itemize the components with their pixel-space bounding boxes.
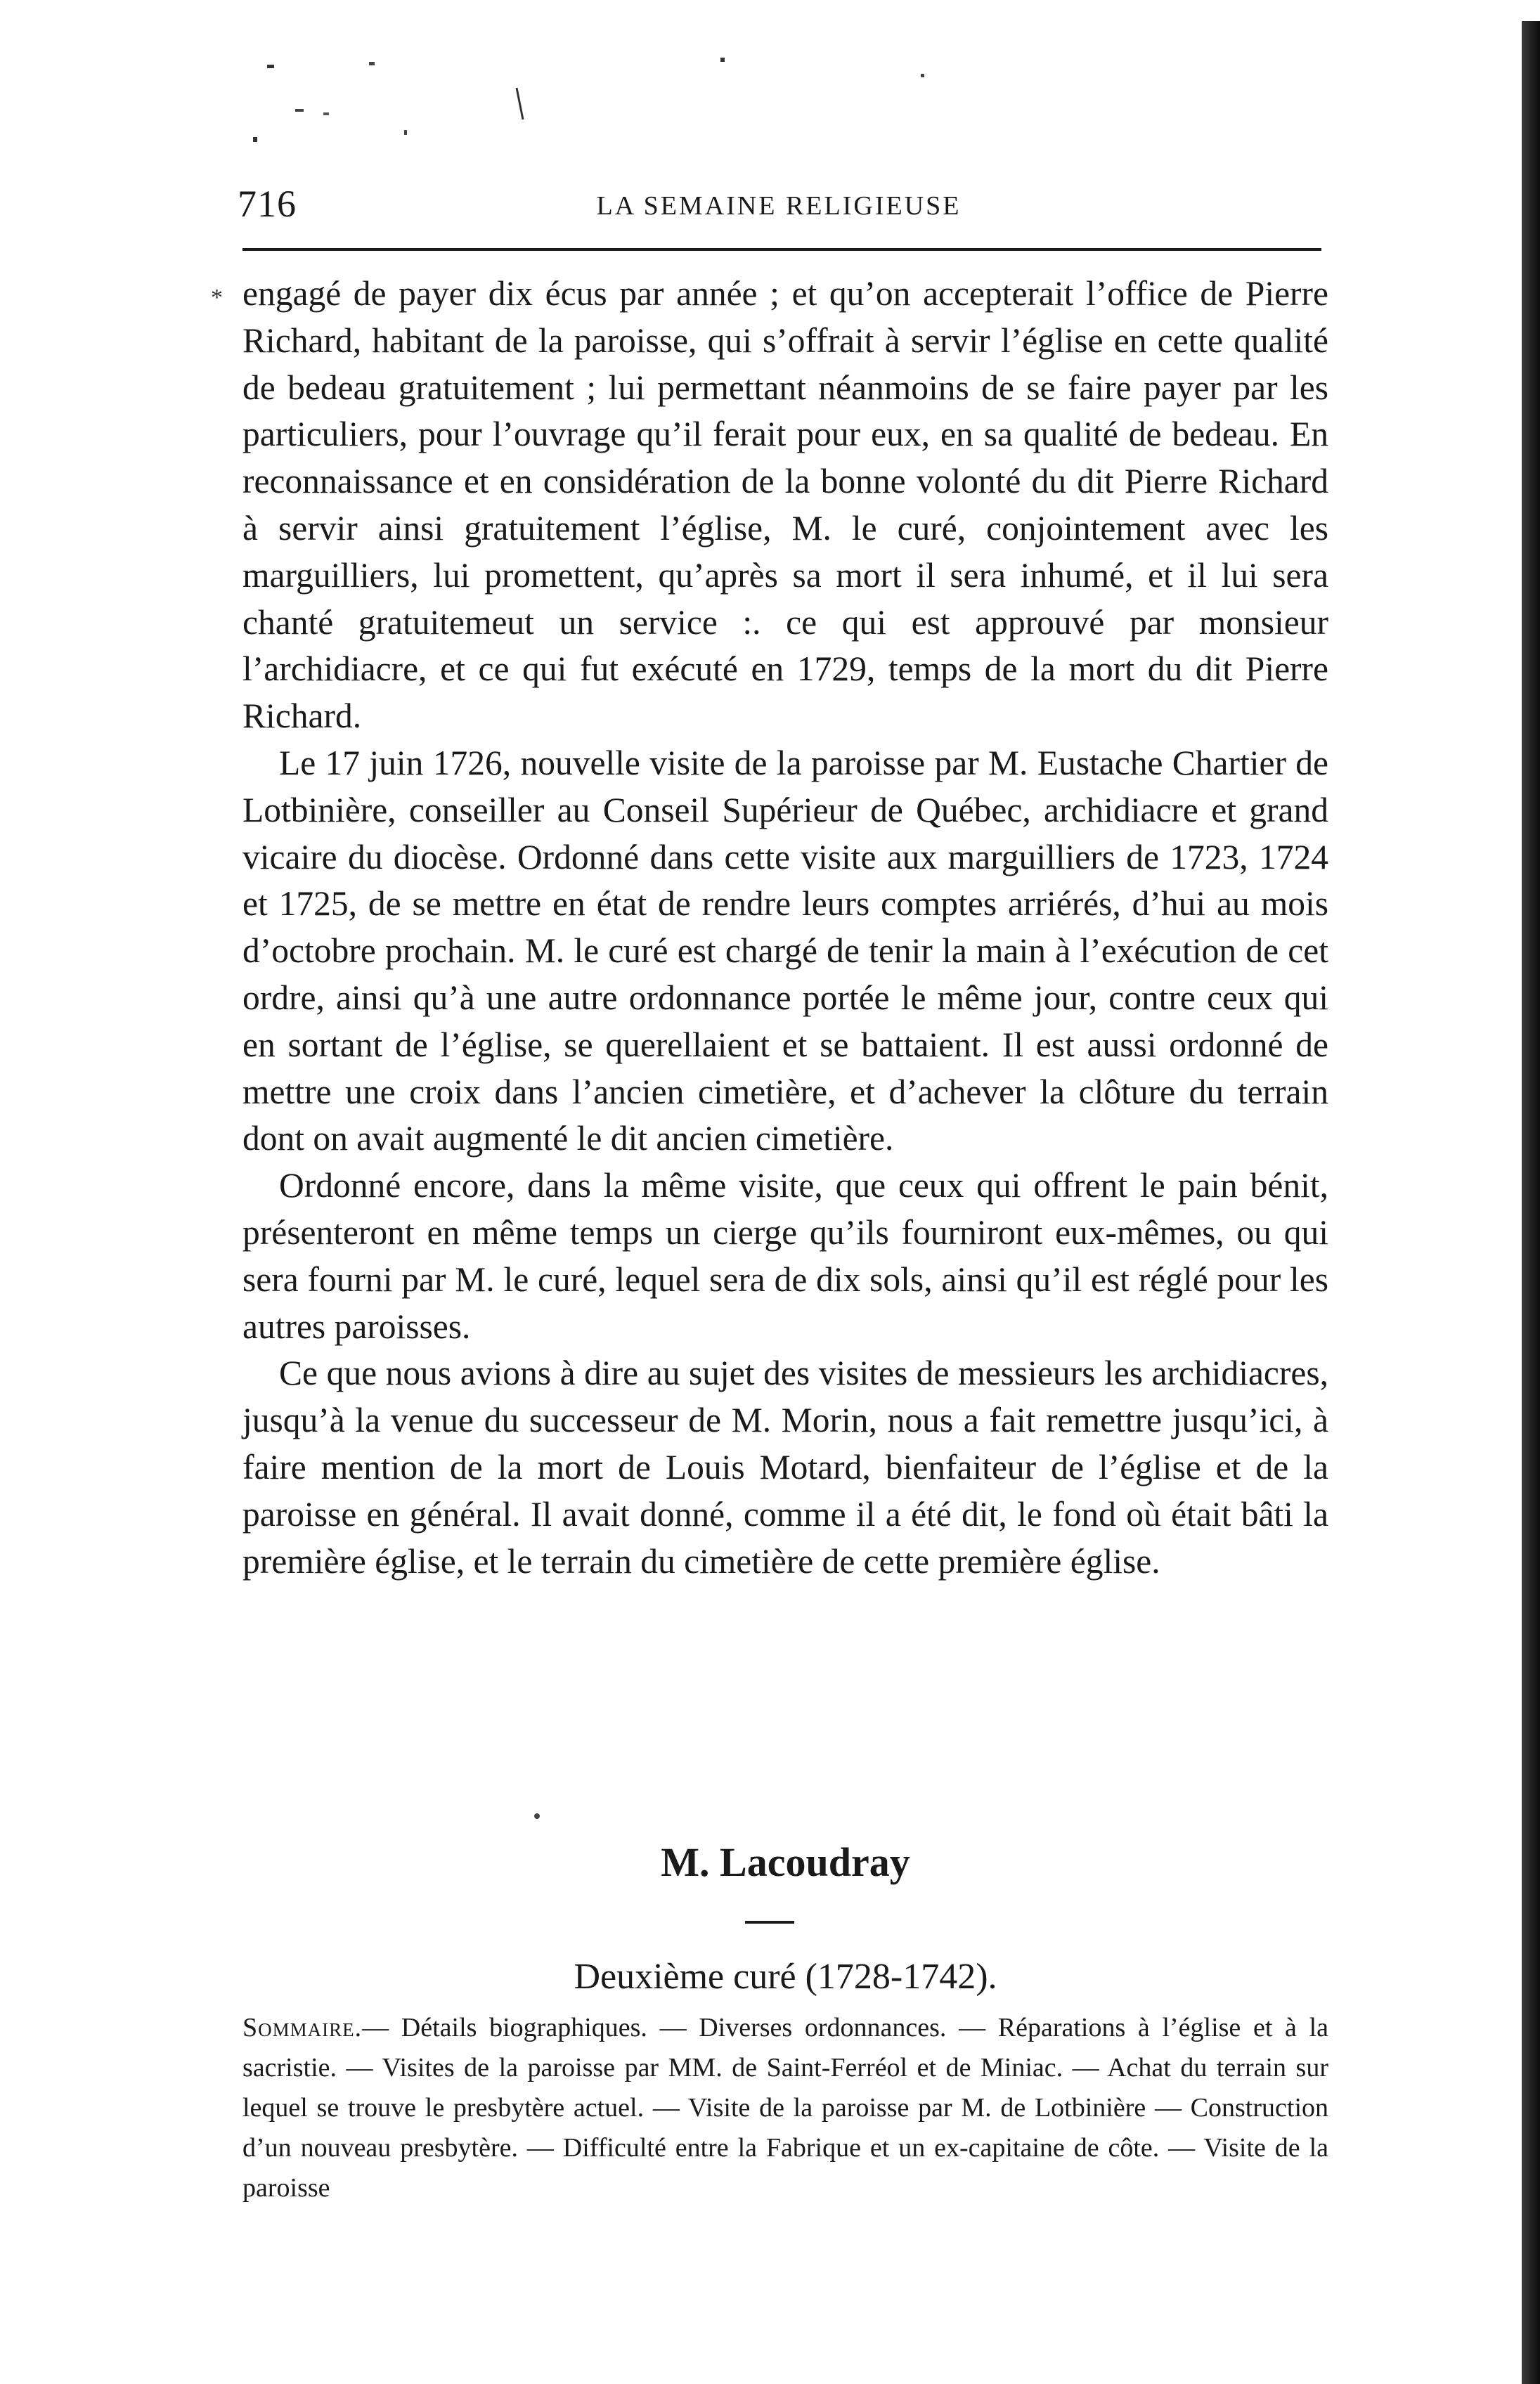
scan-specks: [253, 49, 1026, 162]
running-head: LA SEMAINE RELIGIEUSE: [596, 191, 962, 221]
header-rule: [242, 248, 1321, 251]
body-text: [242, 271, 1328, 1585]
section-subtitle: Deuxième curé (1728-1742).: [574, 1957, 997, 1997]
paragraph-1: engagé de payer dix écus par année ; et qu’on accepterait l’office de Pierre Richard, habitant de la paroisse, qui s’offrait à servir l’église en cette qualité de bedeau gratuitement ; lui permettant néanmoins de se faire payer par les particuliers, pour l’ouvrage qu’il ferait pour eux, en sa qualité de bedeau. En reconnaissance et en considération de la bonne volonté du dit Pierre Richard à servir ainsi gratuitement l’église, M. le curé, conjointement avec les marguilliers, lui promettent, qu’après sa mort il sera inhumé, et il lui sera chanté gratuitemeut un service :. ce qui est approuvé par monsieur l’archidiacre, et ce qui fut exécuté en 1729, temps de la mort du dit Pierre Richard.: [242, 274, 1328, 736]
paragraph-4: Ce que nous avions à dire au sujet des visites de messieurs les archidiacres, jusqu’à la venue du successeur de M. Morin, nous a fait remettre jusqu’ici, à faire mention de la mort de Louis Motard, bienfaiteur de l’église et de la paroisse en général. Il avait donné, comme il a été dit, le fond où était bâti la première église, et le terrain du cimetière de cette première église.: [242, 1354, 1328, 1581]
section-summary: [242, 2008, 1328, 2208]
page-header: [238, 179, 1320, 228]
section-rule: [745, 1921, 794, 1924]
summary-text: — Détails biographiques. — Diverses ordonnances. — Réparations à l’église et à la sacristie. — Visites de la paroisse par MM. de Saint-Ferréol et de Miniac. — Achat du terrain sur lequel se trouve le presbytère actuel. — Visite de la paroisse par M. de Lotbinière — Construction d’un nouveau presbytère. — Difficulté entre la Fabrique et un ex-capitaine de côte. — Visite de la paroisse: [242, 2013, 1328, 2203]
paragraph-2: Le 17 juin 1726, nouvelle visite de la paroisse par M. Eustache Chartier de Lotbinière, conseiller au Conseil Supérieur de Québec, archidiacre et grand vicaire du diocèse. Ordonné dans cette visite aux marguilliers de 1723, 1724 et 1725, de se mettre en état de rendre leurs comptes arriérés, d’hui au mois d’octobre prochain. M. le curé est chargé de tenir la main à l’exécution de cet ordre, ainsi qu’à une autre ordonnance portée le même jour, contre ceux qui en sortant de l’église, se querellaient et se battaient. Il est aussi ordonné de mettre une croix dans l’ancien cimetière, et d’achever la clôture du terrain dont on avait augmenté le dit ancien cimetière.: [242, 743, 1328, 1158]
page-number: 716: [238, 183, 297, 225]
margin-mark: *: [211, 285, 223, 311]
ornament-dot: [534, 1813, 540, 1819]
section-title: M. Lacoudray: [661, 1839, 910, 1885]
paragraph-3: Ordonné encore, dans la même visite, que ceux qui offrent le pain bénit, présenteront en même temps un cierge qu’ils fourniront eux-mêmes, ou qui sera fourni par M. le curé, lequel sera de dix sols, ainsi qu’il est réglé pour les autres paroisses.: [242, 1166, 1328, 1346]
summary-label: Sommaire.: [242, 2013, 363, 2042]
scan-edge: [1522, 21, 1540, 2384]
